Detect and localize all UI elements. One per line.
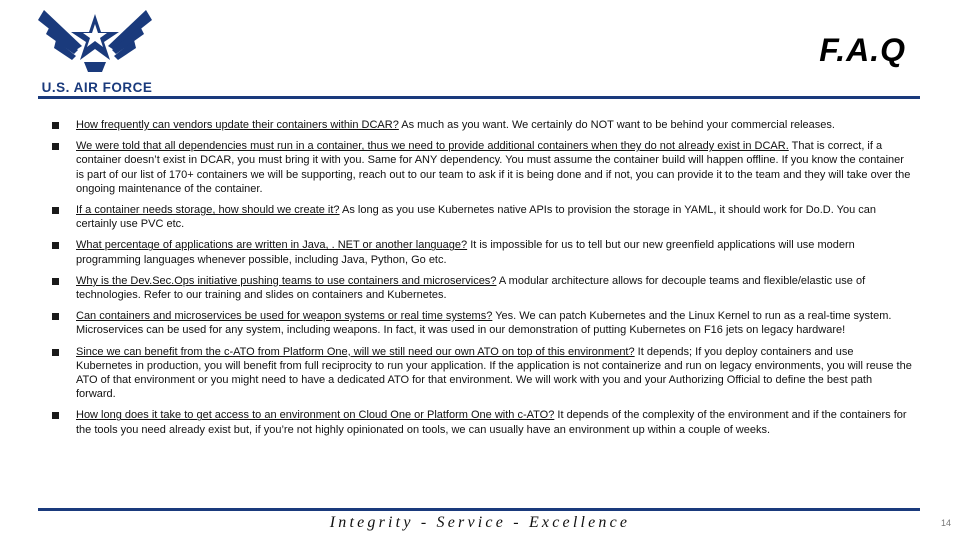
header-divider <box>38 96 920 99</box>
faq-item <box>52 309 912 337</box>
faq-item <box>52 274 912 302</box>
faq-answer: As long as you use Kubernetes native APIs to provision the storage in YAML, it should work for Do.D. You can certainly use PVC etc. <box>76 204 877 231</box>
faq-answer: Yes. We can patch Kubernetes and the Linux Kernel to run as a real-time system. Microservices can be used for any system, including weapons. In fact, it was used in our demonstration of putting Kubernetes on F16 jets on legacy hardware! <box>76 310 892 337</box>
faq-answer: That is correct, if a container doesn’t exist in DCAR, you must bring it with you. Same for ANY dependency. You must assume the container build will happen offline. If you know the container is part of our list of 170+ containers we will be supporting, reach out to our team to ask if it is being done and if not, you can provide it to the team and they will take over the ongoing maintenance of the container. <box>76 140 911 195</box>
page-number: 14 <box>940 518 951 528</box>
faq-answer: A modular architecture allows for decouple teams and flexible/elastic use of technologies. Refer to our training and slides on containers and Kubernetes. <box>76 274 866 302</box>
faq-question: Why is the Dev.Sec.Ops initiative pushing teams to use containers and microservices? <box>76 274 497 287</box>
air-force-logo <box>20 6 170 96</box>
faq-question: How frequently can vendors update their containers within DCAR? <box>76 119 399 131</box>
square-bullet-icon <box>52 349 59 356</box>
logo-text: U.S. AIR FORCE <box>41 80 153 95</box>
square-bullet-icon <box>52 143 59 150</box>
faq-question: Since we can benefit from the c-ATO from Platform One, will we still need our own ATO on top of this environment? <box>76 345 635 358</box>
faq-item <box>52 203 912 231</box>
faq-item <box>52 118 912 132</box>
faq-question: If a container needs storage, how should we create it? <box>76 204 340 217</box>
faq-item <box>52 408 912 436</box>
square-bullet-icon <box>52 412 59 419</box>
footer-divider <box>38 508 920 511</box>
faq-answer: It depends of the complexity of the environment and if the containers for the tools you need already exist but, if you’re not highly opinionated on tools, we can usually have an environment up within a couple of weeks. <box>76 409 907 436</box>
faq-question: How long does it take to get access to an environment on Cloud One or Platform One with c-ATO? <box>76 409 555 422</box>
faq-question: We were told that all dependencies must run in a container, thus we need to provide additional containers when they do not already exist in DCAR. <box>76 140 789 153</box>
faq-question: What percentage of applications are written in Java, . NET or another language? <box>76 239 468 252</box>
square-bullet-icon <box>52 278 59 285</box>
faq-item <box>52 345 912 402</box>
footer-motto: Integrity - Service - Excellence <box>329 514 631 531</box>
page-title: F.A.Q <box>819 32 906 68</box>
square-bullet-icon <box>52 122 59 129</box>
faq-answer: As much as you want. We certainly do NOT want to be behind your commercial releases. <box>398 119 835 131</box>
faq-list <box>52 118 912 444</box>
faq-question: Can containers and microservices be used for weapon systems or real time systems? <box>76 310 493 323</box>
air-force-wings-icon <box>20 6 170 78</box>
faq-item <box>52 139 912 196</box>
faq-answer: It depends; If you deploy containers and use Kubernetes in production, you will benefit from full reciprocity to run your application. If the application is not containerize and run on legacy environments, you will reuse the ATO of that environment or you might need to have a dedicated ATO for that environment. We will work with you and your Authorizing Official to define the best path forward. <box>76 345 912 401</box>
square-bullet-icon <box>52 313 59 320</box>
square-bullet-icon <box>52 207 59 214</box>
square-bullet-icon <box>52 242 59 249</box>
faq-item <box>52 238 912 266</box>
faq-answer: It is impossible for us to tell but our new greenfield applications will use modern programming languages whenever possible, including Java, Python, Go etc. <box>76 239 855 266</box>
